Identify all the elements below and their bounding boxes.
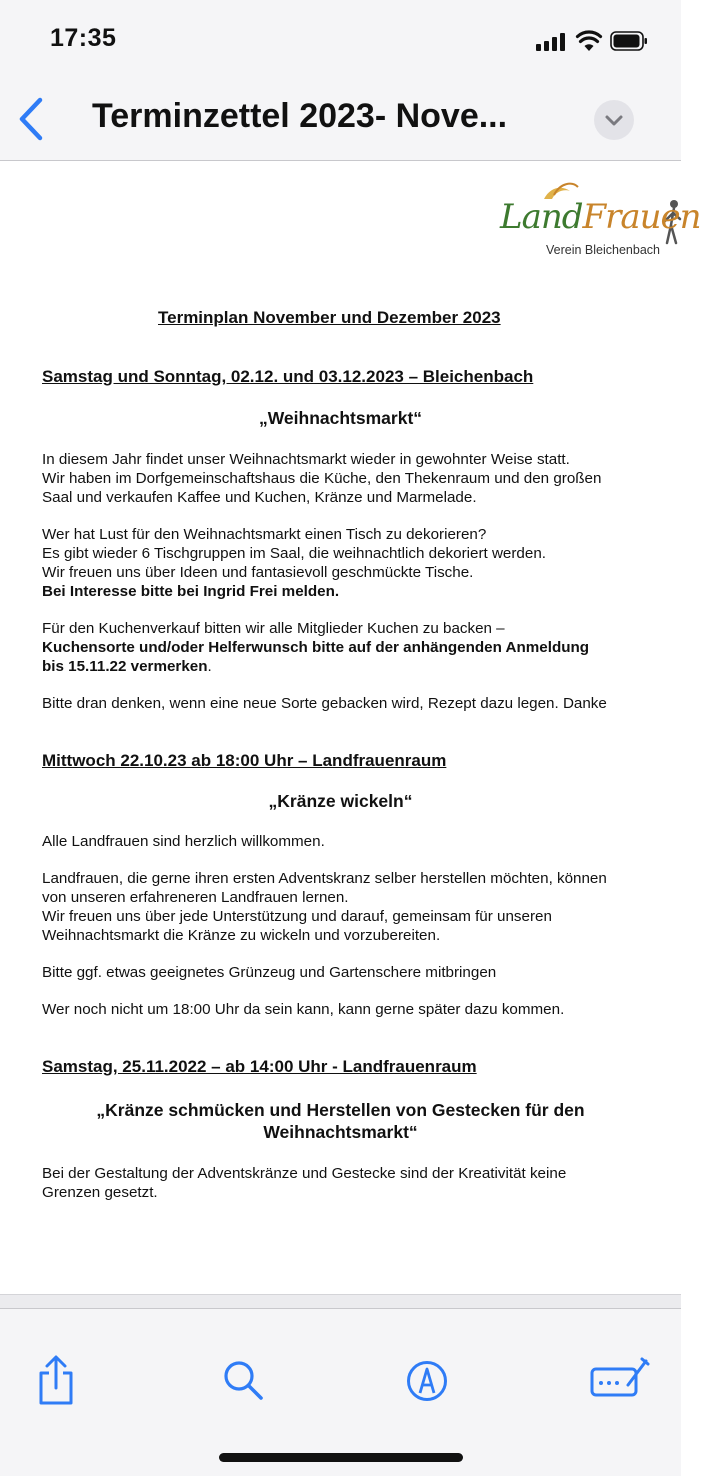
event1-date: Samstag und Sonntag, 02.12. und 03.12.2023 – Bleichenbach	[42, 367, 534, 386]
event1-text-line: Wir freuen uns über Ideen und fantasievoll geschmückte Tische.	[42, 564, 474, 581]
cellular-signal-icon	[536, 33, 568, 51]
keyboard-edit-icon[interactable]	[590, 1355, 650, 1405]
logo-frauen: Frauen	[582, 197, 701, 237]
search-icon[interactable]	[218, 1355, 268, 1405]
markup-icon[interactable]	[402, 1355, 452, 1405]
share-icon[interactable]	[31, 1355, 81, 1405]
document-page	[0, 161, 701, 1294]
page-divider	[0, 1294, 681, 1309]
back-chevron-icon[interactable]	[12, 94, 52, 144]
event3-title-line2: Weihnachtsmarkt“	[263, 1122, 418, 1142]
event2-title: „Kränze wickeln“	[268, 791, 413, 811]
event1-text-line: Für den Kuchenverkauf bitten wir alle Mitglieder Kuchen zu backen –	[42, 620, 505, 637]
event1-period: .	[207, 658, 212, 675]
bottom-toolbar	[0, 1308, 681, 1476]
event1-text-line: Wer hat Lust für den Weihnachtsmarkt einen Tisch zu dekorieren?	[42, 526, 487, 543]
navigation-bar	[0, 80, 681, 161]
event2-text-line: Bitte ggf. etwas geeignetes Grünzeug und Gartenschere mitbringen	[42, 964, 497, 981]
logo-land: Land	[500, 197, 583, 237]
event1-text-line: In diesem Jahr findet unser Weihnachtsmarkt wieder in gewohnter Weise statt.	[42, 451, 570, 468]
event1-bold-line: Kuchensorte und/oder Helferwunsch bitte auf der anhängenden Anmeldung	[42, 639, 590, 656]
home-indicator	[219, 1453, 463, 1462]
event1-text-line: Es gibt wieder 6 Tischgruppen im Saal, die weihnachtlich dekoriert werden.	[42, 545, 546, 562]
landfrauen-logo	[498, 179, 701, 261]
title-menu-button[interactable]	[594, 100, 634, 140]
document-title: Terminzettel 2023- Nove...	[92, 97, 508, 135]
event1-deadline-line	[42, 657, 212, 676]
event3-text-line: Grenzen gesetzt.	[42, 1184, 158, 1201]
event3-text-line: Bei der Gestaltung der Adventskränze und Gestecke sind der Kreativität keine	[42, 1165, 567, 1182]
status-time: 17:35	[50, 24, 117, 52]
logo-subtitle: Verein Bleichenbach	[546, 243, 660, 257]
logo-wordmark	[500, 197, 701, 237]
event1-text-line: Saal und verkaufen Kaffee und Kuchen, Kränze und Marmelade.	[42, 489, 477, 506]
event2-text-line: Alle Landfrauen sind herzlich willkommen.	[42, 833, 325, 850]
event2-text-line: Landfrauen, die gerne ihren ersten Adventskranz selber herstellen möchten, können	[42, 870, 607, 887]
event1-contact: Bei Interesse bitte bei Ingrid Frei melden.	[42, 583, 340, 600]
event3-date: Samstag, 25.11.2022 – ab 14:00 Uhr - Landfrauenraum	[42, 1057, 477, 1076]
event2-text-line: Wir freuen uns über jede Unterstützung und darauf, gemeinsam für unseren	[42, 908, 552, 925]
event1-reminder: Bitte dran denken, wenn eine neue Sorte gebacken wird, Rezept dazu legen. Danke	[42, 695, 607, 712]
event1-deadline: bis 15.11.22 vermerken	[42, 658, 208, 675]
event1-title: „Weihnachtsmarkt“	[258, 408, 423, 428]
document-heading: Terminplan November und Dezember 2023	[158, 308, 501, 327]
event2-text-line: von unseren erfahreneren Landfrauen lernen.	[42, 889, 349, 906]
event2-text-line: Wer noch nicht um 18:00 Uhr da sein kann, kann gerne später dazu kommen.	[42, 1001, 565, 1018]
event1-text-line: Wir haben im Dorfgemeinschaftshaus die Küche, den Thekenraum und den großen	[42, 470, 602, 487]
chevron-down-icon	[594, 100, 634, 140]
wifi-icon	[576, 30, 602, 52]
event2-text-line: Weihnachtsmarkt die Kränze zu wickeln und vorzubereiten.	[42, 927, 441, 944]
event3-title-line1: „Kränze schmücken und Herstellen von Gestecken für den	[96, 1100, 585, 1120]
status-bar	[0, 0, 681, 80]
battery-icon	[610, 31, 648, 51]
event2-date: Mittwoch 22.10.23 ab 18:00 Uhr – Landfrauenraum	[42, 751, 447, 770]
